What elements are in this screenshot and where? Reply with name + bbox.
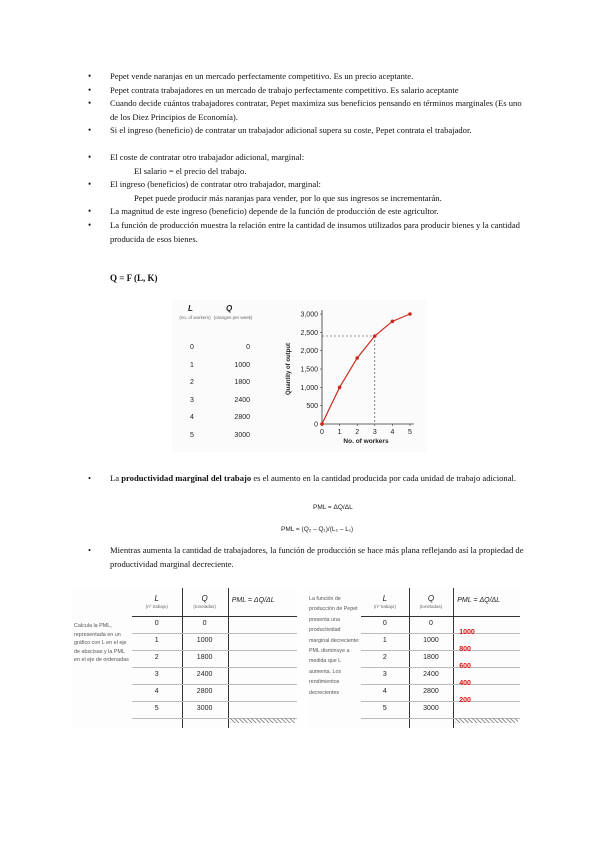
pml-term: productividad marginal del trabajo xyxy=(121,473,252,483)
figure-table-cell-l: 5 xyxy=(190,431,194,439)
right-note: La función de producción de Pepet presenta una productividad marginal decreciente: PML disminuye a medida que L aumenta. Los rendimientos decrecientes xyxy=(309,596,360,696)
table-row xyxy=(361,701,520,702)
table-cell-l: 5 xyxy=(154,705,159,712)
table-header-l: L xyxy=(154,594,159,603)
bullet-price-taker: • Pepet vende naranjas en un mercado perfectamente competitivo. Es un precio aceptante. xyxy=(88,70,528,84)
table-cell-l: 1 xyxy=(382,637,387,644)
table-header-l: L xyxy=(382,594,388,603)
table-cell-l: 4 xyxy=(382,688,387,695)
bullet-magnitude: • La magnitud de este ingreso (beneficio) depende de la función de producción de este agricultor. xyxy=(88,205,528,219)
table-header-l-sub: (nº trabajo) xyxy=(145,604,168,609)
x-tick-label: 2 xyxy=(355,429,360,436)
bullet-marginal-thinking: • Cuando decide cuántos trabajadores contratar, Pepet maximiza sus beneficios pensando en términos marginales (Es uno de los Diez Principios de Economía). xyxy=(88,97,528,124)
bullet-wage-taker: • Pepet contrata trabajadores en un mercado de trabajo perfectamente competitivo. Es salario aceptante xyxy=(88,84,528,98)
table-header-q-sub: (toneladas) xyxy=(193,604,216,609)
bullet-marginal-cost: • El coste de contratar otro trabajador adicional, marginal: El salario = el precio del trabajo. xyxy=(88,151,528,178)
table-cell-l: 3 xyxy=(382,671,387,678)
table-cell-l: 1 xyxy=(154,637,159,644)
table-cell-q: 3000 xyxy=(423,705,439,712)
bullet-marginal-income: • El ingreso (beneficios) de contratar otro trabajador, marginal: Pepet puede producir más naranjas para vender, por lo que sus ingresos se incrementarán. xyxy=(88,178,528,205)
x-tick-label: 4 xyxy=(390,429,395,436)
table-cell-q: 0 xyxy=(428,620,433,627)
figure-col-q-sub: (oranges per week) xyxy=(213,315,253,320)
table-header-q: Q xyxy=(427,594,435,603)
x-tick-label: 1 xyxy=(337,429,342,436)
pml-value: 200 xyxy=(459,697,471,704)
figure-col-l-sub: (no. of workers) xyxy=(179,315,211,320)
bullet-pml-definition: • La productividad marginal del trabajo es el aumento en la cantidad producida por cada unidad de trabajo adicional. xyxy=(88,472,528,486)
table-col-rule xyxy=(228,588,229,728)
table-cell-q: 2400 xyxy=(423,671,439,678)
production-chart xyxy=(276,300,426,452)
table-cell-q: 3000 xyxy=(196,705,213,712)
table-cell-l: 4 xyxy=(154,688,159,695)
table-cell-l: 5 xyxy=(382,705,387,712)
bullet-hire-rule: • Si el ingreso (beneficio) de contratar un trabajador adicional supera su coste, Pepet contrata el trabajador. xyxy=(88,124,528,138)
production-figure xyxy=(172,300,426,452)
table-header-rule xyxy=(361,616,520,617)
production-function-formula: Q = F (L, K) xyxy=(110,273,158,283)
x-axis-label: No. of workers xyxy=(343,438,389,445)
pml-exercise-right xyxy=(307,588,520,728)
pml-formula-delta: PML = ΔQ/ΔL xyxy=(313,504,353,511)
marginal-cost-detail: El salario = el precio del trabajo. xyxy=(134,165,247,176)
x-tick-label: 0 xyxy=(320,429,324,436)
data-point xyxy=(338,386,342,390)
table-cell-l: 3 xyxy=(154,671,159,678)
table-cell-q: 0 xyxy=(202,620,207,627)
x-tick-label: 5 xyxy=(408,429,412,436)
table-row xyxy=(361,633,520,634)
table-row xyxy=(132,667,297,668)
table-header-q-sub: (toneladas) xyxy=(419,604,443,609)
table-cell-l: 2 xyxy=(382,654,387,661)
figure-table-cell-l: 0 xyxy=(190,344,194,351)
table-row xyxy=(132,633,297,634)
table-cell-q: 2400 xyxy=(196,671,213,678)
table-cell-l: 2 xyxy=(154,654,159,661)
figure-table-cell-l: 2 xyxy=(190,379,194,386)
table-header-q: Q xyxy=(201,594,208,603)
table-cell-q: 2800 xyxy=(196,688,213,695)
table-row xyxy=(361,667,520,668)
y-tick-label: 3,000 xyxy=(300,311,318,319)
table-header-l-sub: (nº trabajo) xyxy=(373,604,396,609)
data-point xyxy=(320,422,324,426)
table-header-rule xyxy=(132,616,297,617)
y-axis-label: Quantity of output xyxy=(286,343,292,395)
y-tick-label: 2,000 xyxy=(300,348,318,356)
figure-table xyxy=(172,300,272,452)
pml-value: 400 xyxy=(459,680,471,687)
y-tick-label: 0 xyxy=(314,421,318,429)
figure-col-l-head: L xyxy=(188,304,193,313)
left-table xyxy=(132,588,297,728)
production-curve xyxy=(322,314,410,424)
hatch-bottom xyxy=(230,718,295,723)
data-point xyxy=(391,320,395,324)
table-header-pml: PML = ΔQ/ΔL xyxy=(457,597,501,604)
hatch-bottom xyxy=(455,718,518,723)
intro-bullet-list xyxy=(88,70,528,246)
figure-table-cell-q: 0 xyxy=(246,344,250,351)
left-note: Calcula la PML, representada en un gráfico con L en el eje de abscisas y la PML en el eje de ordenadas xyxy=(74,623,129,663)
table-header-pml: PML = ΔQ/ΔL xyxy=(231,597,275,604)
figure-table-cell-l: 1 xyxy=(190,361,194,369)
marginal-income-detail: Pepet puede producir más naranjas para vender, por lo que sus ingresos se incrementarán. xyxy=(134,192,442,203)
table-cell-q: 1800 xyxy=(196,654,213,661)
figure-table-cell-q: 2400 xyxy=(234,396,250,404)
table-row xyxy=(361,650,520,651)
pml-exercise-left xyxy=(72,588,297,728)
pml-value: 600 xyxy=(459,663,471,670)
pml-value: 800 xyxy=(459,646,471,653)
figure-table-cell-q: 1000 xyxy=(234,361,250,369)
table-cell-q: 1000 xyxy=(196,637,213,644)
y-tick-label: 1,500 xyxy=(300,366,318,374)
figure-col-q-head: Q xyxy=(226,304,233,313)
table-col-rule xyxy=(453,588,454,728)
bullet-production-function: • La función de producción muestra la relación entre la cantidad de insumos utilizados para producir bienes y la cantidad producida de esos bienes. xyxy=(88,219,528,246)
table-row xyxy=(132,684,297,685)
table-row xyxy=(132,701,297,702)
figure-table-cell-q: 2800 xyxy=(234,414,250,421)
figure-table-cell-l: 4 xyxy=(190,414,194,421)
figure-table-cell-l: 3 xyxy=(190,396,194,404)
data-point xyxy=(373,334,377,338)
table-cell-q: 2800 xyxy=(423,688,439,695)
data-point xyxy=(355,356,359,360)
table-row xyxy=(132,650,297,651)
x-tick-label: 3 xyxy=(372,429,377,436)
table-row xyxy=(361,684,520,685)
data-point xyxy=(408,312,412,316)
right-table xyxy=(361,588,520,728)
figure-table-cell-q: 1800 xyxy=(234,379,250,386)
table-cell-l: 0 xyxy=(154,620,159,627)
pml-value: 1000 xyxy=(459,629,475,636)
table-cell-q: 1800 xyxy=(423,654,439,661)
y-tick-label: 2,500 xyxy=(300,329,318,337)
figure-table-cell-q: 3000 xyxy=(234,431,250,439)
bullet-decreasing-pml: • Mientras aumenta la cantidad de trabajadores, la función de producción se hace más plana reflejando así la propiedad de productividad marginal decreciente. xyxy=(88,544,528,571)
y-tick-label: 1,000 xyxy=(300,384,318,392)
pml-formula-points: PML = (Q₂ – Q₁)/(L₂ – L₁) xyxy=(281,526,354,533)
y-tick-label: 500 xyxy=(306,403,318,411)
table-cell-l: 0 xyxy=(382,620,387,627)
table-cell-q: 1000 xyxy=(423,637,439,644)
